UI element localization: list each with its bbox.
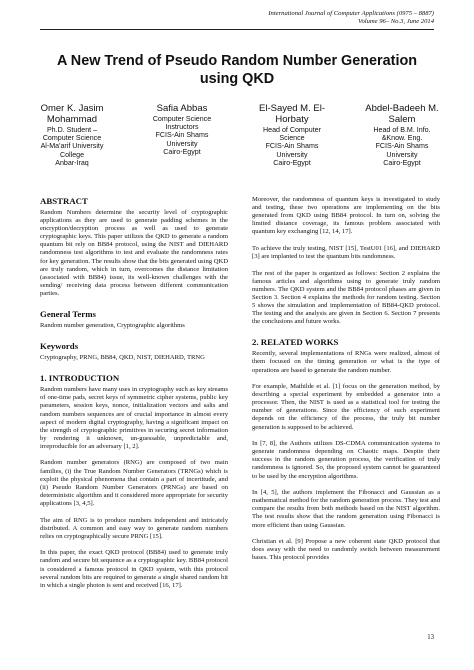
author-affiliation-line: Cairo-Egypt (163, 147, 201, 156)
general-terms-heading: General Terms (40, 309, 96, 320)
author-affiliation-line: FCIS-Ain Shams (265, 142, 319, 151)
body-paragraph: Moreover, the randomness of quantum keys is investigated to study and testing, these two operations are implementing on the bits generated from QKD using BB84 protocol. In turn on, solving the limited distance coverage, its famous problem associated with quantum key exchanging [12, 14, 17]. (252, 196, 440, 236)
left-column (40, 196, 228, 590)
body-paragraph: The rest of the paper is organized as follows: Section 2 explains the famous articles and algorithms using to generate truly random numbers. The QKD system and the BB84 protocol phases are given in Section 3. Section 4 explains the methods for random testing. Section 5 shows the simulation and implementation of BB84-QKD protocol. The testing and the analysis are given in Section 6. Section 7 presents the conclusions and future works. (252, 269, 440, 326)
journal-volume: Volume 96– No.3, June 2014 (358, 18, 434, 25)
author-affiliation-line: Computer Science (42, 134, 102, 143)
author-3 (244, 103, 340, 167)
intro-paragraph: In this paper, the exact QKD protocol (BB84) used to generate truly random and secure bit sequence as a cryptographic key. BB84 protocol is considered a famous protocol in QKD system, with this protocol several random bits are required to generate a single shared random bit in which a single photon is sent and received [16, 17]. (40, 549, 228, 589)
abstract-heading: ABSTRACT (40, 196, 88, 206)
page-number: 13 (427, 634, 434, 641)
author-affiliation-line: University (166, 139, 198, 148)
author-name: Omer K. Jasim Mohammad (40, 103, 104, 125)
author-name: El-Sayed M. El-Horbaty (259, 103, 325, 125)
author-affiliation-line: University (386, 150, 418, 159)
general-terms-text: Random number generation, Cryptographic algorithms (40, 322, 185, 330)
author-name: Safia Abbas (156, 103, 208, 114)
author-affiliation-line: College (59, 150, 85, 159)
author-affiliation-line: FCIS-Ain Shams (155, 131, 209, 140)
related-paragraph: Christian et al. [9] Propose a new coherent state QKD protocol that does away with the need to randomly switch between measurement bases. This protocol provides (252, 538, 440, 562)
author-name: Abdel-Badeeh M. Salem (365, 103, 439, 125)
intro-paragraph: Random numbers have many uses in cryptography such as key streams of one-time pads, secret keys of symmetric cipher systems, public key parameters, session keys, nonce, initialization vectors and salts and random numbers sequences are of crucial importance in almost every aspect of modern digital cryptography, having a significant impact on the strength of cryptographic primitives in securing secret information by rendering it unknown, un-guessable, unpredictable and, irreproducible for an adversary [1, 2]. (40, 386, 228, 450)
related-paragraph: In [4, 5], the authors implement the Fibonacci and Gaussian as a mathematical method for the random generation process. They test and compare the results from both methods based on the NIST algorithm. The test results show that the random generation using Fibonacci is more efficient than using Gaussian. (252, 489, 440, 529)
related-works-heading: 2. RELATED WORKS (252, 337, 339, 348)
author-affiliation-line: &Know. Eng. (381, 134, 423, 143)
author-affiliation-line: Al-Ma'arif University (40, 142, 104, 151)
author-affiliation-line: Cairo-Egypt (383, 158, 421, 167)
author-affiliation-line: Instructors (165, 123, 199, 132)
author-affiliation-line: Ph.D. Student – (46, 126, 98, 134)
paper-title: A New Trend of Pseudo Random Number Generation using QKD (56, 53, 418, 87)
journal-header (268, 10, 434, 26)
journal-name: International Journal of Computer Applications (0975 – 8887) (268, 10, 434, 17)
keywords-text: Cryptography, PRNG, BB84, QKD, NIST, DIEHARD, TRNG (40, 354, 205, 362)
related-paragraph: For example, Mathilde et al. [1] focus on the generation method, by describing a special experiment by embedded a generator into a processor. Then, the NIST is used as a statistical tool for testing the number of generations. Since the efficiency of such experiment depends on the efficiency of the process, the truly bit number generation is supposed to be achieved. (252, 383, 440, 431)
introduction-heading: 1. INTRODUCTION (40, 373, 120, 384)
author-affiliation-line: Computer Science (152, 115, 212, 123)
author-affiliation-line: Science (279, 134, 305, 143)
author-block (24, 103, 450, 167)
author-1 (24, 103, 120, 167)
keywords-heading: Keywords (40, 341, 79, 352)
author-2 (134, 103, 230, 167)
right-column (252, 196, 440, 562)
author-affiliation-line: Anbar-Iraq (55, 158, 89, 167)
header-rule (40, 29, 434, 30)
author-affiliation-line: University (276, 150, 308, 159)
related-paragraph: Recently, several implementations of RNGs were realized, almost of them focused on the timing generation or what is the type of operations are based to generate the random number. (252, 350, 440, 374)
author-affiliation-line: Head of Computer (263, 126, 321, 134)
intro-paragraph: Random number generators (RNG) are composed of two main families, (i) the True Random Number Generators (TRNGs) which is exploit the physical phenomena that contain a part of incertitude, and (ii) Pseudo Random Number Generators (PRNGs) are based on deterministic algorithm and it considered more appropriate for security applications [3, 4,5]. (40, 459, 228, 507)
body-paragraph: To achieve the truly testing, NIST [15], TestU01 [16], and DIEHARD [3] are implanted to test the quantum bits randomness. (252, 244, 440, 261)
related-paragraph: In [7, 8], the Authors utilizes DS-CDMA communication systems to generate randomness depending on Chaotic maps. Despite their success in the random generation process, the verification of truly randomness is ignored. So, the proposed system cannot be guaranteed to be used by the encryption algorithms. (252, 440, 440, 480)
author-affiliation-line: Head of B.M. Info. (373, 126, 431, 134)
author-4 (354, 103, 450, 167)
intro-paragraph: The aim of RNG is to produce numbers independent and intricately distributed. A common and easy way to generate random numbers relies on cryptographically secure PRNG [15]. (40, 516, 228, 540)
author-affiliation-line: Cairo-Egypt (273, 158, 311, 167)
author-affiliation-line: FCIS-Ain Shams (375, 142, 429, 151)
abstract-text: Random Numbers determine the security level of cryptographic applications as they are used to generate padding schemes in the encryption/decryption process as well as used to generate cryptographic keys. This paper utilizes the QKD to generate a random quantum bit rely on BB84 protocol, using the NIST and DIEHARD randomness test algorithms to test and evaluate the randomness rates for key generation. The results show that the bits generated using QKD are truly random, which in turn, overcomes the distance limitation (associated with BB84) issue, its well-known challenges with the sending/ receiving data process between different communication parties. (40, 209, 228, 297)
